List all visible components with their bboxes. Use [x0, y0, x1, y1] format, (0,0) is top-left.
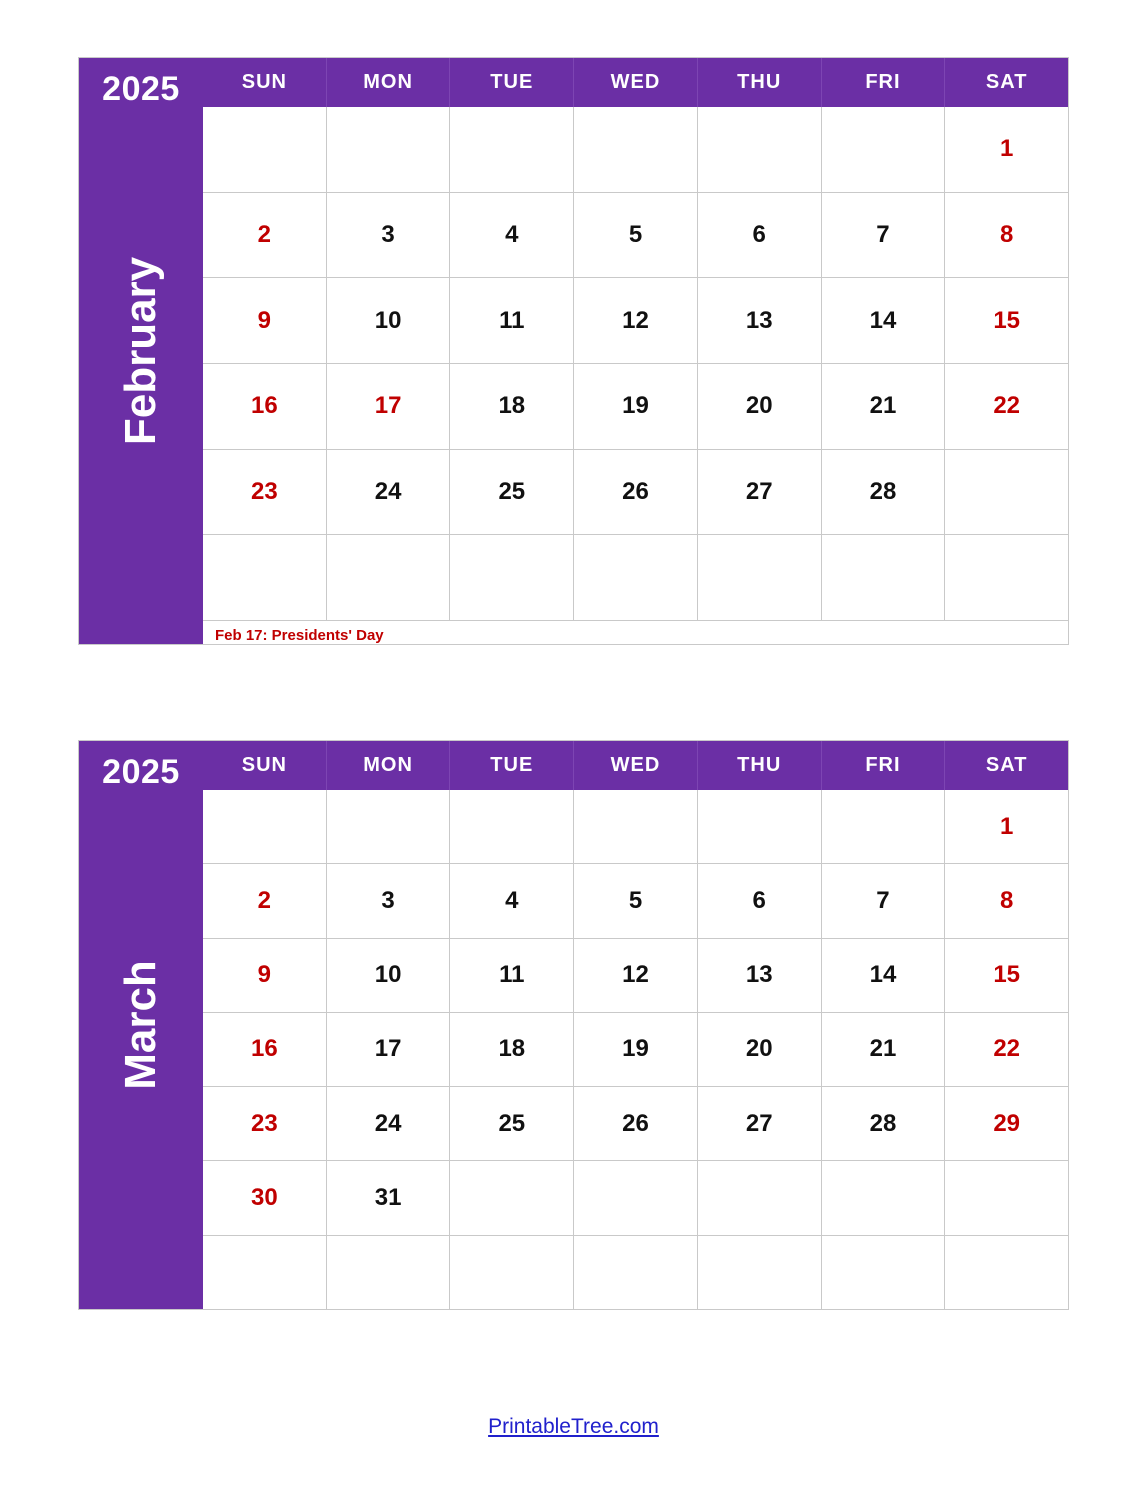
day-cell[interactable]: 6 — [698, 193, 822, 278]
day-cell[interactable]: 2 — [203, 193, 327, 278]
weekday-fri: FRI — [822, 741, 946, 790]
day-cell[interactable]: 14 — [822, 278, 946, 363]
day-cell[interactable] — [945, 1236, 1068, 1309]
day-cell[interactable]: 7 — [822, 864, 946, 937]
day-cell[interactable] — [822, 1161, 946, 1234]
day-cell[interactable]: 24 — [327, 1087, 451, 1160]
month-label-february-text: February — [116, 256, 166, 446]
day-cell[interactable]: 18 — [450, 1013, 574, 1086]
day-cell[interactable] — [698, 1236, 822, 1309]
page-footer — [0, 1415, 1147, 1439]
day-cell[interactable] — [822, 535, 946, 620]
day-cell[interactable]: 13 — [698, 278, 822, 363]
weekday-sat: SAT — [985, 754, 1028, 776]
weeks-february — [203, 107, 1068, 644]
weekday-sat: SAT — [985, 71, 1028, 93]
day-cell[interactable]: 11 — [450, 939, 574, 1012]
day-cell[interactable]: 14 — [822, 939, 946, 1012]
day-cell[interactable]: 15 — [993, 306, 1021, 334]
day-cell[interactable] — [574, 107, 698, 192]
calendar-grid-february — [203, 58, 1068, 644]
week-row — [203, 193, 1068, 279]
day-cell[interactable]: 17 — [327, 1013, 451, 1086]
day-cell[interactable]: 8 — [999, 221, 1014, 248]
day-cell[interactable]: 24 — [327, 450, 451, 535]
day-cell[interactable] — [945, 450, 1068, 535]
day-cell[interactable]: 7 — [822, 193, 946, 278]
notes-row-february — [203, 621, 1068, 644]
day-cell[interactable]: 22 — [993, 392, 1021, 420]
month-spine-february — [79, 58, 203, 644]
day-cell[interactable] — [574, 1236, 698, 1309]
day-cell[interactable]: 26 — [574, 1087, 698, 1160]
weekday-wed: WED — [574, 58, 698, 107]
month-label-march-text: March — [116, 960, 165, 1090]
day-cell[interactable] — [327, 107, 451, 192]
day-cell[interactable]: 16 — [203, 364, 327, 449]
day-cell[interactable]: 12 — [574, 939, 698, 1012]
day-cell[interactable] — [203, 107, 327, 192]
day-cell[interactable] — [203, 535, 327, 620]
day-cell[interactable] — [574, 790, 698, 863]
weekday-sun: SUN — [203, 58, 327, 107]
day-cell[interactable] — [698, 107, 822, 192]
day-cell[interactable]: 2 — [203, 864, 327, 937]
weekday-thu: THU — [698, 741, 822, 790]
calendar-grid-march — [203, 741, 1068, 1309]
day-cell[interactable]: 21 — [822, 364, 946, 449]
week-row — [203, 535, 1068, 621]
day-cell[interactable]: 27 — [698, 450, 822, 535]
week-row — [203, 450, 1068, 536]
day-cell[interactable] — [450, 1236, 574, 1309]
day-cell[interactable]: 1 — [999, 135, 1014, 163]
day-cell[interactable]: 9 — [203, 278, 327, 363]
printabletree-link[interactable]: PrintableTree.com — [488, 1415, 659, 1438]
day-cell[interactable]: 25 — [450, 1087, 574, 1160]
week-row — [203, 790, 1068, 864]
week-row — [203, 1013, 1068, 1087]
week-row — [203, 1236, 1068, 1309]
day-cell[interactable]: 23 — [203, 450, 327, 535]
week-row — [203, 364, 1068, 450]
month-label-february — [79, 58, 203, 644]
day-cell[interactable] — [698, 1161, 822, 1234]
day-cell[interactable] — [574, 535, 698, 620]
weekday-header-row-march — [203, 741, 1068, 790]
day-cell[interactable]: 4 — [450, 864, 574, 937]
day-cell[interactable]: 10 — [327, 278, 451, 363]
day-cell[interactable] — [822, 1236, 946, 1309]
day-cell-holiday[interactable]: 17 — [327, 364, 451, 449]
weekday-header-row-february — [203, 58, 1068, 107]
weekday-fri: FRI — [822, 58, 946, 107]
week-row — [203, 1087, 1068, 1161]
day-cell[interactable] — [203, 1236, 327, 1309]
day-cell[interactable]: 11 — [450, 278, 574, 363]
month-spine-march — [79, 741, 203, 1309]
day-cell[interactable]: 10 — [327, 939, 451, 1012]
day-cell[interactable]: 13 — [698, 939, 822, 1012]
day-cell[interactable]: 19 — [574, 364, 698, 449]
day-cell[interactable]: 5 — [574, 864, 698, 937]
week-row — [203, 939, 1068, 1013]
week-row — [203, 1161, 1068, 1235]
day-cell[interactable]: 31 — [327, 1161, 451, 1234]
week-row — [203, 107, 1068, 193]
day-cell[interactable] — [822, 107, 946, 192]
day-cell[interactable]: 12 — [574, 278, 698, 363]
day-cell[interactable]: 19 — [574, 1013, 698, 1086]
day-cell[interactable]: 25 — [450, 450, 574, 535]
day-cell[interactable] — [327, 790, 451, 863]
day-cell[interactable]: 20 — [698, 364, 822, 449]
day-cell[interactable] — [203, 790, 327, 863]
calendar-february — [78, 57, 1069, 645]
day-cell[interactable] — [327, 535, 451, 620]
month-label-march — [79, 741, 203, 1309]
day-cell[interactable]: 20 — [698, 1013, 822, 1086]
weekday-tue: TUE — [450, 741, 574, 790]
day-cell[interactable]: 6 — [698, 864, 822, 937]
day-cell[interactable]: 9 — [203, 939, 327, 1012]
day-cell[interactable] — [450, 107, 574, 192]
day-cell[interactable]: 4 — [450, 193, 574, 278]
day-cell[interactable]: 8 — [999, 886, 1014, 914]
weekday-sun: SUN — [203, 741, 327, 790]
day-cell[interactable] — [450, 535, 574, 620]
day-cell[interactable] — [822, 790, 946, 863]
weekday-thu: THU — [698, 58, 822, 107]
day-cell[interactable]: 21 — [822, 1013, 946, 1086]
day-cell[interactable]: 16 — [203, 1013, 327, 1086]
holiday-note-february: Feb 17: Presidents' Day — [215, 627, 384, 645]
day-cell[interactable]: 1 — [999, 812, 1014, 840]
calendar-march — [78, 740, 1069, 1310]
day-cell[interactable]: 22 — [993, 1035, 1021, 1063]
weeks-march — [203, 790, 1068, 1309]
day-cell[interactable] — [450, 1161, 574, 1234]
day-cell[interactable]: 3 — [327, 864, 451, 937]
weekday-mon: MON — [327, 741, 451, 790]
weekday-mon: MON — [327, 58, 451, 107]
week-row — [203, 278, 1068, 364]
day-cell[interactable] — [698, 535, 822, 620]
day-cell[interactable]: 23 — [203, 1087, 327, 1160]
day-cell[interactable]: 15 — [993, 961, 1021, 989]
day-cell[interactable]: 28 — [822, 450, 946, 535]
day-cell[interactable] — [698, 790, 822, 863]
day-cell[interactable] — [945, 535, 1068, 620]
day-cell[interactable]: 28 — [822, 1087, 946, 1160]
day-cell[interactable]: 5 — [574, 193, 698, 278]
year-label-march: 2025 — [102, 753, 180, 791]
year-label-february: 2025 — [102, 70, 180, 108]
day-cell[interactable] — [945, 1161, 1068, 1234]
day-cell[interactable] — [450, 790, 574, 863]
day-cell[interactable]: 26 — [574, 450, 698, 535]
weekday-wed: WED — [574, 741, 698, 790]
day-cell[interactable]: 18 — [450, 364, 574, 449]
day-cell[interactable]: 30 — [203, 1161, 327, 1234]
week-row — [203, 864, 1068, 938]
day-cell[interactable] — [327, 1236, 451, 1309]
day-cell[interactable] — [574, 1161, 698, 1234]
day-cell[interactable]: 27 — [698, 1087, 822, 1160]
weekday-tue: TUE — [450, 58, 574, 107]
day-cell[interactable]: 29 — [993, 1109, 1021, 1137]
day-cell[interactable]: 3 — [327, 193, 451, 278]
